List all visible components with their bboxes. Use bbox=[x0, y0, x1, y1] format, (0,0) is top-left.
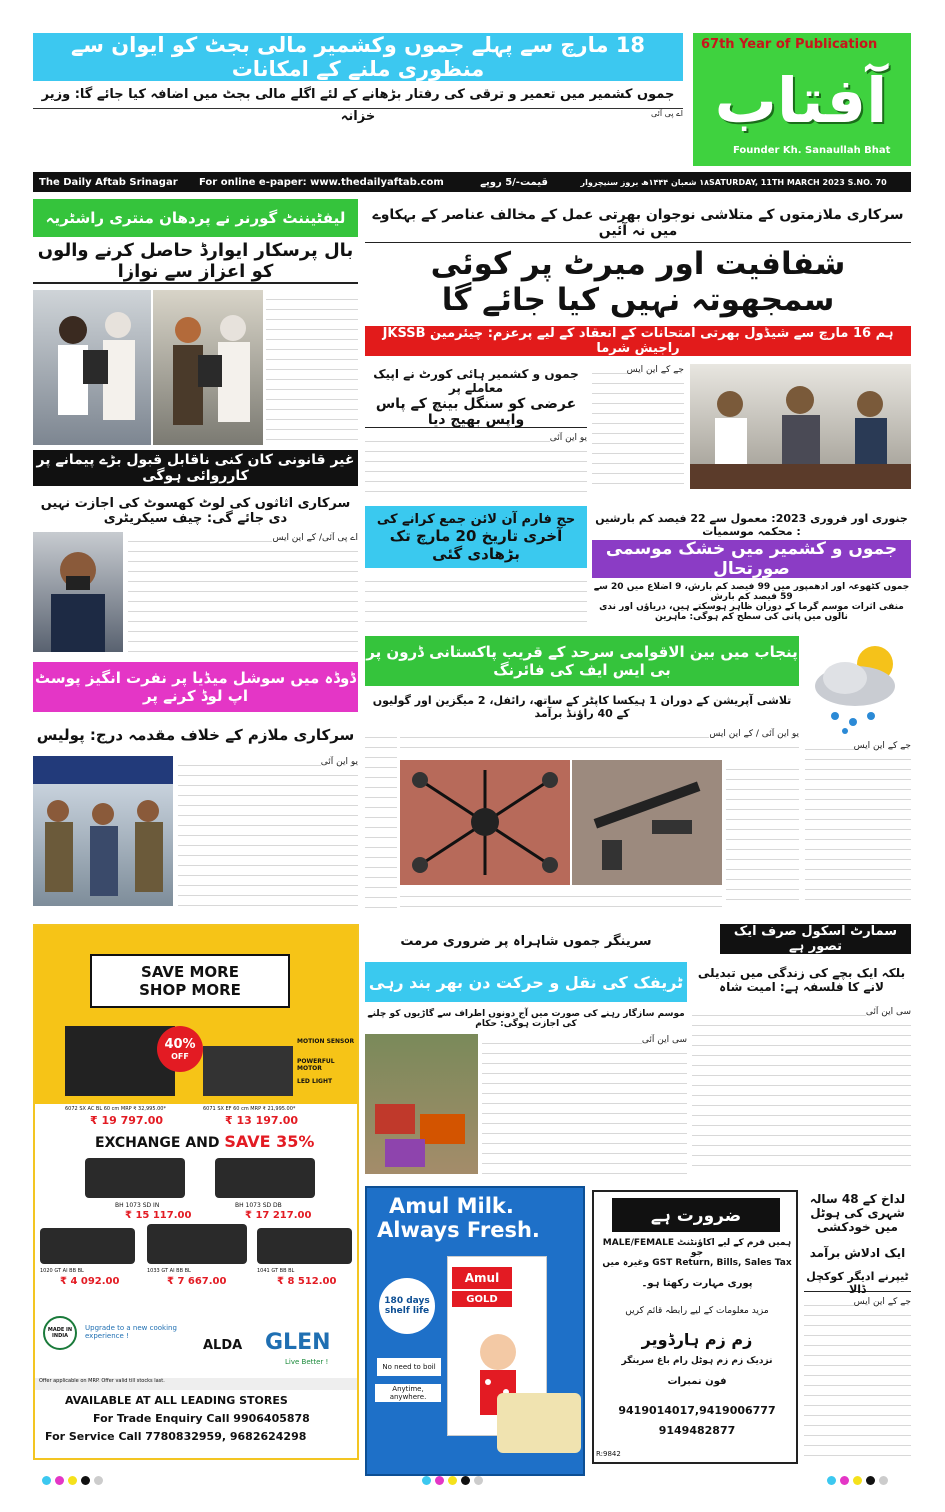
off-badge bbox=[157, 1026, 203, 1072]
lg-kicker: لیفٹیننٹ گورنر نے پردھان منتری راشٹریہ bbox=[33, 199, 358, 237]
service-line: For Service Call 7780832959, 9682624298 bbox=[45, 1430, 307, 1443]
highway-agency: سی این آئی bbox=[641, 1035, 687, 1045]
hob-3-price: ₹ 4 092.00 bbox=[60, 1276, 120, 1287]
weather-body bbox=[805, 740, 911, 908]
founder-line: Founder Kh. Sanaullah Bhat bbox=[733, 145, 891, 156]
ladakh-line2: ایک ادلاش برآمد bbox=[809, 1246, 906, 1260]
price: قیمت-/5 روپے bbox=[480, 176, 548, 188]
rifle-icon bbox=[572, 760, 722, 885]
photo-caption bbox=[400, 887, 722, 907]
top-subhead: جموں کشمیر میں تعمیر و ترقی کی رفتار بڑھانے کے لئے اگلے مالی بجٹ میں اضافہ کیا جائے گا: وزیر خزانہ bbox=[41, 87, 675, 124]
punjab-subhead: تلاشی آپریشن کے دوران 1 ہیکسا کاپٹر کے ساتھ، رائفل، 2 میگزین اور گولیوں کے 40 راؤنڈ برآمد bbox=[372, 694, 792, 720]
court-subhead: عرضی کو سنگل بینچ کے پاس واپس بھیج دیا bbox=[365, 396, 587, 428]
highway-subhead: موسم سازگار رہنے کی صورت میں آج دونوں اطراف سے گاڑیوں کو چلنے کی اجازت ہوگی: حکام bbox=[367, 1009, 685, 1029]
punjab-body-right bbox=[726, 760, 799, 908]
weather-kicker: جنوری اور فروری 2023: معمول سے 22 فیصد کم بارشیں : محکمہ موسمیات bbox=[595, 512, 908, 538]
court-body bbox=[365, 432, 587, 496]
hob-2-price: ₹ 17 217.00 bbox=[245, 1210, 312, 1221]
glen-ad[interactable] bbox=[33, 924, 359, 1460]
save-more-text: SAVE MORE bbox=[141, 963, 239, 981]
amul-variant: GOLD bbox=[452, 1291, 512, 1307]
feature-led: LED LIGHT bbox=[297, 1078, 333, 1085]
offer-note: Offer applicable on MRP. Offer valid till stocks last. bbox=[35, 1378, 357, 1390]
press-conference-photo-icon bbox=[690, 364, 911, 489]
shelf-badge: 180 days shelf life bbox=[379, 1278, 435, 1334]
court-headline: جموں و کشمیر ہائی کورٹ نے اپیک معاملے پر bbox=[373, 367, 579, 395]
school-kicker: سمارٹ اسکول صرف ایک تصور ہے bbox=[720, 924, 911, 954]
glen-ad-footer bbox=[35, 1392, 357, 1458]
lead-headline: شفافیت اور میرٹ پر کوئی سمجھوتہ نہیں کیا جائے گا bbox=[430, 246, 846, 318]
lg-body bbox=[266, 290, 358, 445]
doda-subhead: سرکاری ملازم کے خلاف مقدمہ درج: پولیس bbox=[36, 726, 355, 744]
lg-photo-2 bbox=[153, 290, 263, 445]
weather-line1: جموں کٹھوعہ اور ادھمپور میں 99 فیصد کم بارش، 9 اضلاع میں 20 سے 59 فیصد کم بارش bbox=[593, 582, 910, 602]
hob-2-model: BH 1073 SD DB bbox=[235, 1202, 282, 1209]
year-label: 67th Year of Publication bbox=[701, 37, 878, 52]
person-photo-icon bbox=[33, 532, 123, 652]
hob-1 bbox=[85, 1158, 185, 1198]
illegal-agency: اے پی آئی/ کے این ایس bbox=[272, 533, 358, 543]
dateline-strip bbox=[33, 172, 911, 192]
hob-1-price: ₹ 15 117.00 bbox=[125, 1210, 192, 1221]
punjab-agency: یو این آئی / کے این ایس bbox=[709, 729, 799, 739]
save-more-banner bbox=[90, 954, 290, 1008]
anytime-badge: Anytime, anywhere. bbox=[375, 1384, 441, 1402]
school-agency: سی این آئی bbox=[865, 1007, 911, 1017]
classified-address: نزدیک زم زم ہوٹل رام باغ سرینگر bbox=[621, 1356, 773, 1366]
classified-title: ضرورت ہے bbox=[612, 1198, 780, 1232]
amul-line1: Amul Milk. bbox=[389, 1194, 514, 1218]
hood-1-model: 6072 SX AC BL 60 cm MRP ₹ 32,995.00* bbox=[65, 1106, 166, 1112]
weather-line2: منفی اثرات موسم گرما کے دوران ظاہر ہوسکتے ہیں، دریاؤں اور ندی نالوں میں پانی کی سطح کم ہوگی: ماہرین bbox=[599, 602, 904, 622]
ladakh-agency: جے کے این ایس bbox=[853, 1297, 911, 1307]
hood-2-model: 6071 SX EF 60 cm MRP ₹ 21,995.00* bbox=[203, 1106, 296, 1112]
school-body bbox=[692, 1006, 911, 1174]
hob-2 bbox=[215, 1158, 315, 1198]
amul-brand: Amul bbox=[452, 1267, 512, 1289]
feature-motor: POWERFUL MOTOR bbox=[297, 1058, 335, 1072]
weather-cloud-icon bbox=[805, 636, 911, 736]
weather-agency: جے کے این ایس bbox=[853, 741, 911, 751]
punjab-headline: پنجاب میں بین الاقوامی سرحد کے قریب پاکستانی ڈرون پر بی ایس ایف کی فائرنگ bbox=[365, 636, 799, 686]
amul-line2: Always Fresh. bbox=[377, 1218, 540, 1242]
date-line: SATURDAY, 11TH MARCH 2023 S.NO. 70 bbox=[709, 177, 887, 187]
made-in-india-badge: MADE IN INDIA bbox=[43, 1316, 77, 1350]
lead-agency: جے کے این ایس bbox=[626, 365, 684, 375]
people-photo-icon bbox=[33, 290, 151, 445]
registration-marks-right bbox=[825, 1470, 945, 1482]
doda-body bbox=[178, 756, 358, 906]
hood-2-price: ₹ 13 197.00 bbox=[225, 1114, 299, 1127]
punjab-body-top bbox=[400, 728, 799, 756]
paper-name: The Daily Aftab Srinagar bbox=[39, 176, 178, 188]
top-story-body bbox=[33, 108, 683, 164]
sweets-plate bbox=[497, 1393, 581, 1453]
punjab-body-left bbox=[365, 728, 397, 908]
registration-marks-center bbox=[420, 1470, 540, 1482]
drone-photo bbox=[400, 760, 570, 885]
hob-5-price: ₹ 8 512.00 bbox=[277, 1276, 337, 1287]
live-better: Live Better ! bbox=[285, 1358, 329, 1366]
ladakh-body bbox=[804, 1296, 911, 1460]
people-photo-icon bbox=[153, 290, 263, 445]
lead-subhead: ہم 16 مارچ سے شیڈول بھرتی امتحانات کے انعقاد کے لیے پرعزم: چیئرمین JKSSB راجیش شرما bbox=[365, 326, 911, 356]
alda-logo: ALDA bbox=[203, 1338, 243, 1353]
save35-text: SAVE 35% bbox=[224, 1132, 315, 1151]
drone-icon bbox=[400, 760, 570, 885]
hood-1-price: ₹ 19 797.00 bbox=[90, 1114, 164, 1127]
hajj-headline-box bbox=[365, 506, 587, 568]
off-label: OFF bbox=[171, 1052, 189, 1061]
hob-4-model: 1033 GT AI BB BL bbox=[147, 1268, 191, 1274]
shop-more-text: SHOP MORE bbox=[139, 981, 241, 999]
amul-ad[interactable] bbox=[365, 1186, 585, 1476]
trucks-photo-icon bbox=[365, 1034, 478, 1174]
weather-headline: جموں و کشمیر میں خشک موسمی صورتحال bbox=[592, 540, 911, 578]
lead-body bbox=[592, 364, 684, 489]
top-headline: 18 مارچ سے پہلے جموں وکشمیر مالی بجٹ کو ایوان سے منظوری ملنے کے امکانات bbox=[70, 33, 646, 81]
doda-agency: یو این آئی bbox=[320, 757, 358, 767]
epaper-link[interactable]: For online e-paper: www.thedailyaftab.com bbox=[199, 176, 444, 188]
hood-1 bbox=[65, 1026, 175, 1096]
top-story-agency: اے پی آئی bbox=[650, 109, 683, 118]
no-boil-badge: No need to boil bbox=[377, 1358, 441, 1376]
hob-3 bbox=[40, 1228, 135, 1264]
upgrade-text: Upgrade to a new cooking experience ! bbox=[85, 1324, 177, 1340]
rifle-photo bbox=[572, 760, 722, 885]
hob-4 bbox=[147, 1224, 247, 1264]
exchange-line bbox=[95, 1132, 355, 1151]
ladakh-line3: ٹیپرنے ادیگر کوکچل ڈالا bbox=[804, 1270, 911, 1292]
highway-kicker: سرینگر جموں شاہراہ پر ضروری مرمت bbox=[400, 933, 652, 949]
classified-ref: R:9842 bbox=[596, 1450, 621, 1458]
classified-line4: مزید معلومات کے لیے رابطہ قائم کریں bbox=[625, 1306, 769, 1316]
classified-line1: ہمیں فرم کے لیے اکاؤنٹنٹ MALE/FEMALE جو bbox=[602, 1238, 792, 1258]
illegal-subhead: سرکاری اثاثوں کی لوٹ کھسوٹ کی اجازت نہیں دی جائے گی: چیف سیکریٹری bbox=[40, 496, 351, 526]
glen-logo: GLEN bbox=[265, 1330, 331, 1355]
masthead-title: آفتاب bbox=[714, 63, 888, 137]
highway-photo bbox=[365, 1034, 478, 1174]
hajj-subhead: آخری تاریخ 20 مارچ تک بڑھادی گئی bbox=[389, 526, 563, 563]
trade-line: For Trade Enquiry Call 9906405878 bbox=[93, 1412, 310, 1425]
classified-ad[interactable] bbox=[592, 1190, 798, 1464]
hob-4-price: ₹ 7 667.00 bbox=[167, 1276, 227, 1287]
highway-body bbox=[482, 1034, 687, 1174]
hob-5-model: 1041 GT BB BL bbox=[257, 1268, 295, 1274]
hob-3-model: 1020 GT AI BB BL bbox=[40, 1268, 84, 1274]
classified-phones1: 9419014017,9419006777 bbox=[618, 1404, 776, 1417]
lg-photo-1 bbox=[33, 290, 151, 445]
court-agency: یو این آئی bbox=[549, 433, 587, 443]
hob-1-model: BH 1073 SD IN bbox=[115, 1202, 160, 1209]
hajj-headline: حج فارم آن لائن جمع کرانے کی bbox=[376, 511, 576, 527]
top-headline-band bbox=[33, 33, 683, 81]
ladakh-headline: لداخ کے 48 سالہ شہری کی ہوٹل میں خودکشی bbox=[809, 1192, 906, 1234]
stores-line: AVAILABLE AT ALL LEADING STORES bbox=[65, 1394, 288, 1407]
lead-kicker: سرکاری ملازمتوں کے متلاشی نوجوان بھرتی عمل کے مخالف عناصر کے بہکاوے میں نہ آئیں bbox=[365, 203, 911, 243]
exchange-text: EXCHANGE AND bbox=[95, 1135, 220, 1151]
police-station-photo-icon bbox=[33, 756, 173, 906]
hajj-body bbox=[365, 572, 587, 628]
hob-5 bbox=[257, 1228, 352, 1264]
off-percent: 40% bbox=[164, 1037, 196, 1052]
school-headline: بلکہ ایک بچے کی زندگی میں تبدیلی لانے کا فلسفہ ہے: امیت شاہ bbox=[697, 966, 906, 994]
illegal-photo bbox=[33, 532, 123, 652]
doda-headline: ڈوڈہ میں سوشل میڈیا پر نفرت انگیز پوسٹ اپ لوڈ کرنے پر bbox=[33, 662, 358, 712]
lead-photo bbox=[690, 364, 911, 489]
classified-line2: GST Return, Bills, Sales Tax وغیرہ میں bbox=[602, 1258, 792, 1268]
highway-headline: ٹریفک کی نقل و حرکت دن بھر بند رہی bbox=[365, 962, 687, 1002]
classified-line3: پوری مہارت رکھتا ہو۔ bbox=[641, 1278, 753, 1289]
hijri-date: ۱۸ شعبان ۱۴۴۴ھ بروز سنیچروار bbox=[580, 177, 709, 187]
illegal-body bbox=[128, 532, 358, 652]
features-list bbox=[297, 1038, 357, 1098]
illegal-headline: غیر قانونی کان کنی ناقابل قبول بڑے پیمانے پر کارروائی ہوگی bbox=[33, 450, 358, 486]
doda-photo bbox=[33, 756, 173, 906]
feature-motion: MOTION SENSOR bbox=[297, 1038, 355, 1045]
hood-2 bbox=[203, 1046, 293, 1096]
classified-firm: زم زم ہارڈویر bbox=[641, 1330, 753, 1349]
masthead-logo-box bbox=[693, 33, 911, 166]
registration-marks-left bbox=[40, 1470, 160, 1482]
classified-phones2: 9149482877 bbox=[658, 1424, 736, 1437]
classified-phone-label: فون نمبرات bbox=[667, 1376, 727, 1387]
lg-headline: بال پرسکار ایوارڈ حاصل کرنے والوں کو اعزاز سے نوازا bbox=[33, 240, 358, 284]
